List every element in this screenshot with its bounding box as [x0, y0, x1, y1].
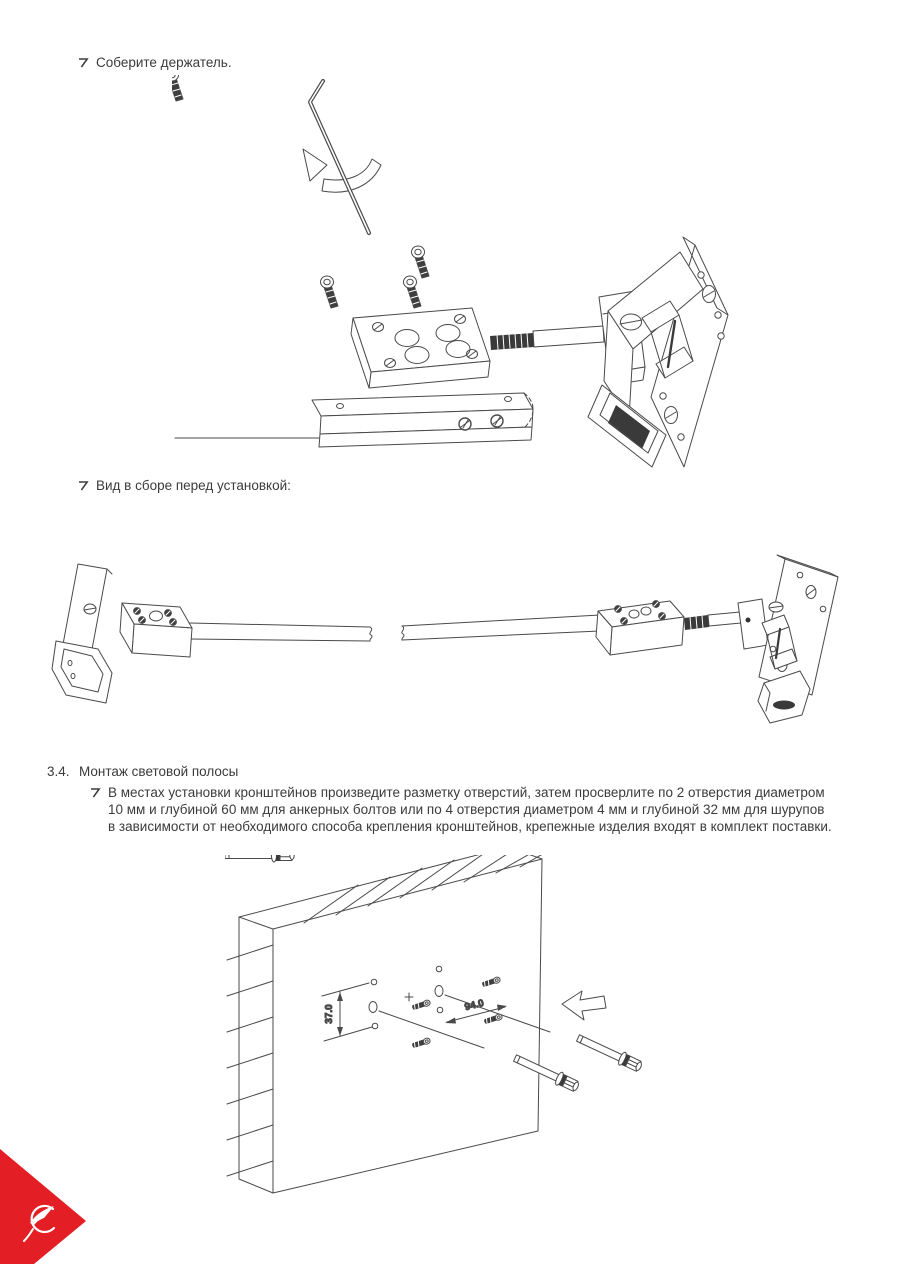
wall [227, 855, 555, 1193]
section-title: Монтаж световой полосы [79, 764, 239, 779]
threaded-rod [684, 612, 741, 630]
clamp-plate [351, 308, 490, 388]
right-clamp-block [596, 601, 684, 655]
instruction-line: 10 мм и глубиной 60 мм для анкерных болтов или по 4 отверстия диаметром 4 мм и глубиной 32 мм для шурупов [108, 802, 825, 817]
wall-bracket [588, 237, 728, 467]
step-assemble-holder [78, 54, 232, 71]
arrow-bullet-icon [78, 480, 89, 491]
allen-key-icon [310, 81, 369, 233]
figure-wall-drilling [225, 855, 665, 1230]
anchor-bolt-icon [225, 855, 294, 862]
dim-37-label: 37.0 [324, 1004, 335, 1024]
section-number: 3.4. [47, 764, 70, 779]
right-wall-bracket [738, 555, 838, 723]
mounting-rail [312, 393, 533, 447]
light-strip [190, 615, 600, 641]
figure-holder-assembly [172, 75, 748, 470]
step-text: Вид в сборе перед установкой: [96, 478, 291, 493]
threaded-rod [490, 326, 604, 350]
step-assembled-view [78, 477, 291, 494]
instruction-text [108, 784, 832, 835]
screw-icon [172, 75, 183, 101]
figure-assembled-view [40, 545, 850, 740]
section-heading [47, 763, 857, 780]
dim-94-label: 94.0 [463, 997, 486, 1014]
instruction-line: в зависимости от необходимого способа крепления кронштейнов, крепежные изделия входят в комплект поставки. [108, 819, 832, 834]
left-end-bracket [52, 564, 192, 703]
instruction-line: В местах установки кронштейнов произведите разметку отверстий, затем просверлите по 2 отверстия диаметром [108, 785, 825, 800]
arrow-bullet-icon [90, 787, 101, 798]
brand-logo [0, 1135, 95, 1264]
arrow-bullet-icon [78, 57, 89, 68]
section-instruction [90, 784, 857, 835]
section-3-4 [47, 763, 857, 835]
direction-arrow-icon [562, 991, 606, 1020]
rotation-arrow-icon [322, 159, 381, 192]
step-text: Соберите держатель. [96, 55, 232, 70]
rotation-arrowhead-icon [303, 149, 327, 181]
